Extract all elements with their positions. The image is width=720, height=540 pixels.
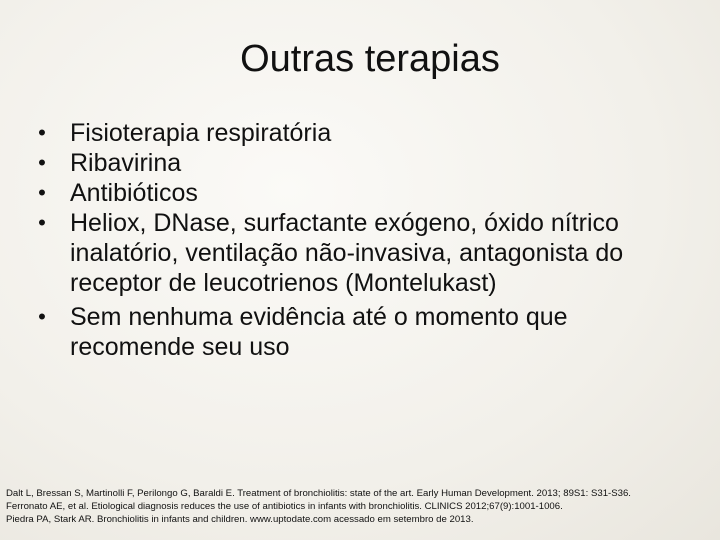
bullet-item bbox=[32, 302, 692, 362]
bullet-text: Sem nenhuma evidência até o momento que recomende seu uso bbox=[70, 303, 568, 361]
bullet-item bbox=[32, 178, 692, 208]
bullet-icon: • bbox=[38, 304, 46, 329]
bullet-icon: • bbox=[38, 210, 46, 235]
bullet-text: Ribavirina bbox=[70, 149, 182, 177]
bullet-item bbox=[32, 118, 692, 148]
slide-title: Outras terapias bbox=[240, 38, 500, 80]
reference-line: Dalt L, Bressan S, Martinolli F, Perilongo G, Baraldi E. Treatment of bronchiolitis: state of the art. Early Human Development. 2013; 89S1: S31-S36. bbox=[6, 488, 631, 499]
bullet-list bbox=[32, 118, 692, 362]
bullet-text: Fisioterapia respiratória bbox=[70, 119, 332, 147]
bullet-item bbox=[32, 148, 692, 178]
bullet-text: Antibióticos bbox=[70, 179, 198, 207]
bullet-item bbox=[32, 208, 692, 298]
reference-line: Ferronato AE, et al. Etiological diagnosis reduces the use of antibiotics in infants with bronchiolitis. CLINICS 2012;67(9):1001-1006. bbox=[6, 501, 563, 512]
bullet-icon: • bbox=[38, 150, 46, 175]
bullet-icon: • bbox=[38, 180, 46, 205]
bullet-icon: • bbox=[38, 120, 46, 145]
reference-line: Piedra PA, Stark AR. Bronchiolitis in infants and children. www.uptodate.com acessado em setembro de 2013. bbox=[6, 514, 474, 525]
bullet-text: Heliox, DNase, surfactante exógeno, óxido nítrico inalatório, ventilação não-invasiva, antagonista do receptor de leucotrienos (Montelukast) bbox=[70, 209, 624, 297]
references bbox=[6, 487, 716, 526]
